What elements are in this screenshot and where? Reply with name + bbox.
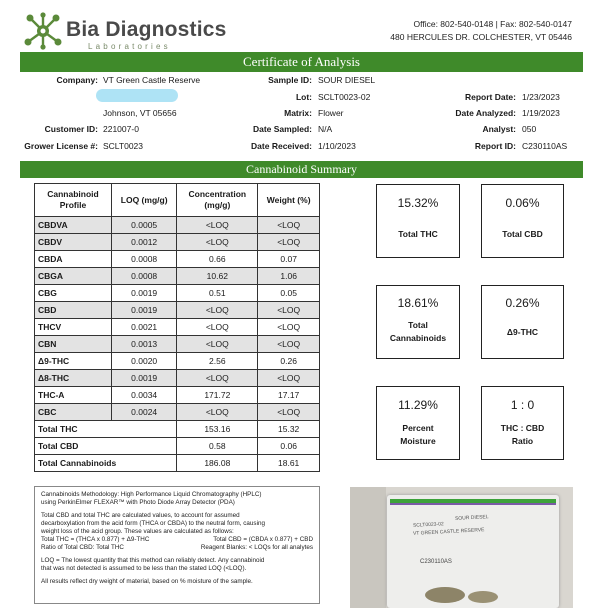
cell-concentration: 10.62 (177, 268, 258, 285)
brand-subtitle: Laboratories (88, 42, 171, 51)
bag-label-line2: SCLT0023-02 (412, 521, 444, 529)
box-value: 11.29% (398, 398, 438, 412)
table-header-row (35, 184, 320, 217)
cell-loq: 0.0008 (112, 251, 177, 268)
calc-line2: decarboxylation from the acid form (THCA or CBDA) to the neutral form, causing (41, 520, 265, 527)
table-row (35, 285, 320, 302)
table-row (35, 370, 320, 387)
total-concentration: 186.08 (177, 455, 258, 472)
cell-weight: <LOQ (258, 336, 320, 353)
total-name: Total Cannabinoids (35, 455, 177, 472)
total-cbd-box (481, 184, 564, 258)
box-label: Total THC (398, 229, 438, 239)
date-sampled-label: Date Sampled: (252, 124, 312, 134)
report-id-label: Report ID: (474, 141, 516, 151)
box-label: THC : CBD (500, 423, 545, 433)
box-value: 0.26% (505, 296, 540, 310)
date-analyzed-value: 1/19/2023 (522, 108, 560, 118)
reagent-blanks: Reagent Blanks: < LOQs for all analytes (200, 544, 313, 551)
contact-info (390, 18, 572, 44)
redacted-mark (96, 89, 178, 102)
matrix-label: Matrix: (284, 108, 312, 118)
sample-photo (350, 487, 573, 608)
cbd-formula: Total CBD = (CBDA x 0.877) + CBD (213, 536, 313, 543)
cell-loq: 0.0005 (112, 217, 177, 234)
summary-title: Cannabinoid Summary (246, 162, 357, 176)
bag (387, 495, 559, 608)
cell-name: CBGA (35, 268, 112, 285)
table-row (35, 234, 320, 251)
customer-id-label: Customer ID: (44, 124, 98, 134)
cell-loq: 0.0021 (112, 319, 177, 336)
total-weight: 18.61 (258, 455, 320, 472)
calc-line3: weight loss of the acid group. These values are calculated as follows: (41, 528, 234, 535)
cell-weight: <LOQ (258, 404, 320, 421)
flower-sample (425, 587, 465, 603)
method-line1: Cannabinoids Methodology: High Performance Liquid Chromatography (HPLC) (41, 491, 262, 498)
box-label-line2: Moisture (400, 436, 436, 446)
date-analyzed-label: Date Analyzed: (455, 108, 516, 118)
cell-concentration: <LOQ (177, 234, 258, 251)
cell-concentration: <LOQ (177, 302, 258, 319)
total-row (35, 455, 320, 472)
cell-loq: 0.0034 (112, 387, 177, 404)
total-weight: 15.32 (258, 421, 320, 438)
summary-bar (20, 161, 583, 178)
cell-weight: 0.07 (258, 251, 320, 268)
analyst-label: Analyst: (482, 124, 516, 134)
cell-weight: 17.17 (258, 387, 320, 404)
cell-concentration: <LOQ (177, 319, 258, 336)
box-label: Percent (402, 423, 434, 433)
table-row (35, 353, 320, 370)
table-row (35, 336, 320, 353)
lot-label: Lot: (295, 92, 312, 102)
cell-concentration: 171.72 (177, 387, 258, 404)
analyst-value: 050 (522, 124, 537, 134)
total-name: Total CBD (35, 438, 177, 455)
total-row (35, 421, 320, 438)
total-concentration: 0.58 (177, 438, 258, 455)
company-label: Company: (56, 75, 98, 85)
cell-loq: 0.0019 (112, 285, 177, 302)
cell-concentration: 0.66 (177, 251, 258, 268)
grower-license-label: Grower License #: (24, 141, 98, 151)
table-row (35, 319, 320, 336)
col-header-profile: Cannabinoid Profile (35, 184, 112, 217)
date-received-value: 1/10/2023 (318, 141, 356, 151)
cell-weight: <LOQ (258, 370, 320, 387)
method-line2: using PerkinElmer FLEXAR™ with Photo Diode Array Detector (PDA) (41, 499, 235, 506)
box-value: 18.61% (397, 296, 439, 310)
col-header-loq: LOQ (mg/g) (112, 184, 177, 217)
total-name: Total THC (35, 421, 177, 438)
col-header-weight: Weight (%) (258, 184, 320, 217)
box-label-line2: Cannabinoids (389, 333, 447, 343)
box-label: Δ9-THC (506, 327, 539, 337)
box-label: Total CBD (502, 229, 543, 239)
calc-line1: Total CBD and total THC are calculated values, to account for assumed (41, 512, 240, 519)
table-row (35, 217, 320, 234)
cell-concentration: <LOQ (177, 217, 258, 234)
cell-loq: 0.0020 (112, 353, 177, 370)
bag-id: C230110AS (420, 559, 452, 565)
brand-name: Bia Diagnostics (66, 18, 227, 41)
cell-weight: 0.26 (258, 353, 320, 370)
cell-loq: 0.0013 (112, 336, 177, 353)
photo-surface-left (350, 487, 386, 608)
box-value: 0.06% (505, 196, 540, 210)
customer-id-value: 221007-0 (103, 124, 139, 134)
cell-weight: <LOQ (258, 234, 320, 251)
cell-name: Δ9-THC (35, 353, 112, 370)
cell-weight: 0.05 (258, 285, 320, 302)
cannabinoid-table (34, 183, 320, 472)
cell-weight: <LOQ (258, 217, 320, 234)
title-bar (20, 52, 583, 72)
date-sampled-value: N/A (318, 124, 333, 134)
moisture-box (376, 386, 460, 460)
cell-name: CBDA (35, 251, 112, 268)
dry-weight-note: All results reflect dry weight of material, based on % moisture of the sample. (41, 578, 253, 585)
contact-address: 480 HERCULES DR. COLCHESTER, VT 05446 (390, 32, 572, 42)
cell-concentration: 0.51 (177, 285, 258, 302)
cell-name: CBDV (35, 234, 112, 251)
logo-icon (22, 12, 64, 50)
box-value: 1 : 0 (510, 398, 535, 412)
matrix-value: Flower (318, 108, 344, 118)
loq-line2: that was not detected is assumed to be less than the stated LOQ (<LOQ). (41, 565, 247, 572)
loq-line1: LOQ = The lowest quantity that this method can reliably detect. Any cannabinoid (41, 557, 265, 564)
table-row (35, 268, 320, 285)
cell-name: THC-A (35, 387, 112, 404)
total-weight: 0.06 (258, 438, 320, 455)
bag-zip-purple (390, 503, 556, 505)
total-concentration: 153.16 (177, 421, 258, 438)
table-row (35, 251, 320, 268)
flower-sample (468, 591, 498, 603)
cell-name: CBDVA (35, 217, 112, 234)
report-date-label: Report Date: (464, 92, 516, 102)
date-received-label: Date Received: (251, 141, 312, 151)
cell-name: CBD (35, 302, 112, 319)
cell-concentration: <LOQ (177, 336, 258, 353)
address-value: Johnson, VT 05656 (103, 108, 177, 118)
total-row (35, 438, 320, 455)
table-row (35, 302, 320, 319)
cell-name: Δ8-THC (35, 370, 112, 387)
bag-label-line1: SOUR DIESEL (454, 514, 489, 522)
cell-loq: 0.0012 (112, 234, 177, 251)
cell-name: CBG (35, 285, 112, 302)
cell-concentration: <LOQ (177, 370, 258, 387)
sample-id-label: Sample ID: (268, 75, 312, 85)
total-thc-box (376, 184, 460, 258)
report-id-value: C230110AS (522, 141, 568, 151)
grower-license-value: SCLT0023 (103, 141, 144, 151)
box-value: 15.32% (397, 196, 439, 210)
box-label: Total (408, 320, 428, 330)
cell-loq: 0.0024 (112, 404, 177, 421)
cell-weight: 1.06 (258, 268, 320, 285)
cell-name: CBC (35, 404, 112, 421)
cell-weight: <LOQ (258, 319, 320, 336)
col-header-concentration: Concentration (mg/g) (177, 184, 258, 217)
lot-value: SCLT0023-02 (318, 92, 371, 102)
cell-loq: 0.0019 (112, 370, 177, 387)
total-cannabinoids-box (376, 285, 460, 359)
methodology-notes (34, 486, 320, 604)
report-date-value: 1/23/2023 (522, 92, 560, 102)
cell-weight: <LOQ (258, 302, 320, 319)
cell-concentration: 2.56 (177, 353, 258, 370)
ratio-box (481, 386, 564, 460)
cell-concentration: <LOQ (177, 404, 258, 421)
sample-id-value: SOUR DIESEL (318, 75, 376, 85)
ratio-formula: Ratio of Total CBD: Total THC (41, 544, 124, 551)
table-row (35, 404, 320, 421)
cell-loq: 0.0019 (112, 302, 177, 319)
table-row (35, 387, 320, 404)
thc-formula: Total THC = (THCA x 0.877) + Δ9-THC (41, 536, 150, 543)
bag-label-line3: VT GREEN CASTLE RESERVE (412, 527, 485, 537)
d9-thc-box (481, 285, 564, 359)
cell-name: THCV (35, 319, 112, 336)
page-title: Certificate of Analysis (243, 54, 360, 69)
contact-phone: Office: 802-540-0148 | Fax: 802-540-0147 (413, 19, 572, 29)
box-label-line2: Ratio (511, 436, 534, 446)
cell-loq: 0.0008 (112, 268, 177, 285)
company-value: VT Green Castle Reserve (103, 75, 201, 85)
cell-name: CBN (35, 336, 112, 353)
